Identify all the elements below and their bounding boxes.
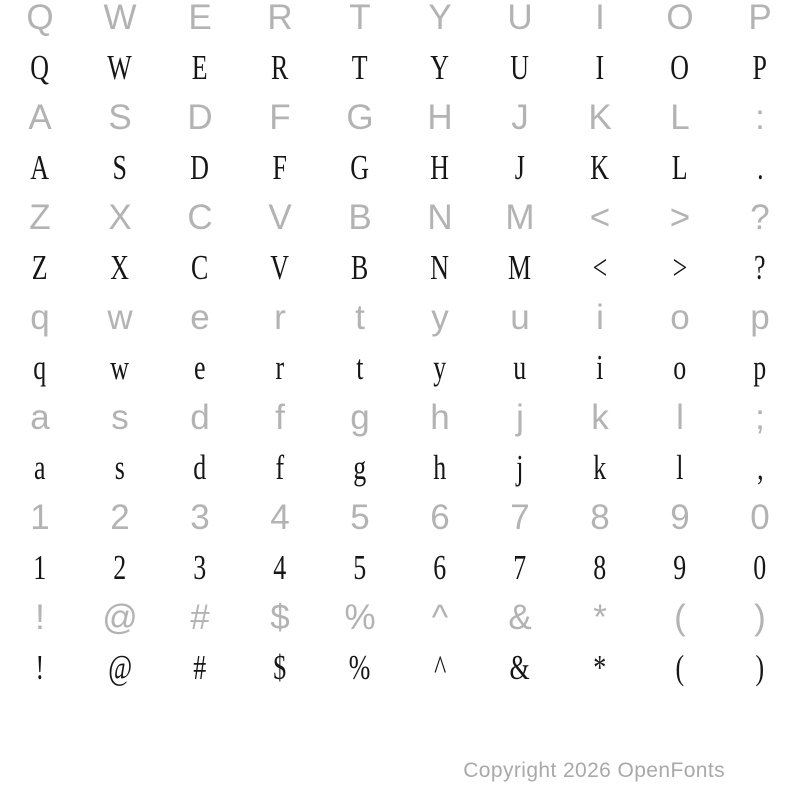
- glyph-cell: [400, 243, 480, 293]
- glyph: Z: [32, 248, 48, 287]
- glyph-cell: [80, 293, 160, 343]
- glyph-cell: [640, 143, 720, 193]
- glyph-cell: [720, 443, 800, 493]
- glyph: E: [188, 0, 212, 37]
- glyph-cell: [160, 593, 240, 643]
- glyph: M: [508, 248, 532, 287]
- glyph-cell: [480, 443, 560, 493]
- glyph: @: [108, 648, 132, 687]
- glyph-cell: [240, 193, 320, 243]
- glyph: ?: [754, 248, 766, 287]
- glyph: *: [593, 598, 607, 637]
- glyph: U: [510, 48, 530, 87]
- glyph: 0: [753, 548, 767, 587]
- glyph: f: [275, 448, 285, 487]
- glyph-cell: [160, 193, 240, 243]
- glyph: s: [114, 448, 126, 487]
- glyph-cell: [560, 643, 640, 693]
- glyph-cell: [0, 543, 80, 593]
- glyph: 9: [673, 548, 687, 587]
- glyph-cell: [560, 43, 640, 93]
- glyph: 8: [593, 548, 607, 587]
- glyph: ;: [755, 398, 765, 437]
- glyph-cell: [240, 493, 320, 543]
- glyph-cell: [480, 293, 560, 343]
- glyph: 2: [110, 498, 130, 537]
- glyph: $: [270, 598, 290, 637]
- glyph: a: [34, 448, 46, 487]
- glyph: I: [595, 48, 605, 87]
- glyph: k: [591, 398, 609, 437]
- glyph: K: [588, 98, 612, 137]
- glyph: w: [110, 348, 130, 387]
- glyph-cell: [80, 343, 160, 393]
- glyph: %: [349, 648, 371, 687]
- glyph: o: [673, 348, 687, 387]
- glyph: l: [676, 448, 684, 487]
- glyph-cell: [320, 293, 400, 343]
- glyph: A: [30, 148, 50, 187]
- glyph-cell: [480, 643, 560, 693]
- glyph-cell: [320, 393, 400, 443]
- glyph: h: [430, 398, 450, 437]
- glyph-cell: [480, 593, 560, 643]
- glyph: q: [33, 348, 47, 387]
- glyph-cell: [480, 0, 560, 43]
- glyph-cell: [240, 593, 320, 643]
- glyph-cell: [640, 193, 720, 243]
- glyph: i: [596, 348, 604, 387]
- glyph: R: [267, 0, 293, 37]
- glyph: o: [670, 298, 690, 337]
- glyph-cell: [560, 393, 640, 443]
- glyph-cell: [400, 293, 480, 343]
- glyph-cell: [160, 243, 240, 293]
- glyph-cell: [240, 543, 320, 593]
- glyph-row-reference: [0, 593, 800, 643]
- glyph: l: [676, 398, 684, 437]
- glyph-cell: [0, 493, 80, 543]
- glyph-cell: [720, 393, 800, 443]
- glyph: >: [672, 248, 688, 287]
- glyph: u: [513, 348, 527, 387]
- glyph-cell: [400, 193, 480, 243]
- glyph: H: [430, 148, 450, 187]
- glyph-cell: [720, 93, 800, 143]
- glyph: #: [193, 648, 207, 687]
- glyph-cell: [400, 43, 480, 93]
- glyph: J: [511, 98, 529, 137]
- glyph: 5: [353, 548, 367, 587]
- glyph-cell: [160, 143, 240, 193]
- glyph: u: [510, 298, 530, 337]
- glyph-cell: [400, 493, 480, 543]
- glyph-cell: [320, 443, 400, 493]
- glyph-cell: [720, 243, 800, 293]
- glyph: *: [593, 648, 607, 687]
- glyph: a: [30, 398, 50, 437]
- glyph-cell: [0, 43, 80, 93]
- glyph-cell: [0, 393, 80, 443]
- glyph: s: [111, 398, 129, 437]
- glyph-cell: [160, 643, 240, 693]
- glyph-cell: [320, 93, 400, 143]
- glyph-cell: [240, 643, 320, 693]
- glyph-cell: [560, 93, 640, 143]
- glyph: ,: [756, 448, 764, 487]
- glyph: >: [669, 198, 691, 237]
- glyph: 7: [510, 498, 530, 537]
- glyph-row-reference: [0, 393, 800, 443]
- glyph: Q: [26, 0, 54, 37]
- glyph-cell: [320, 543, 400, 593]
- glyph-row-preview: [0, 443, 800, 493]
- glyph-cell: [80, 143, 160, 193]
- glyph: <: [592, 248, 608, 287]
- glyph: W: [103, 0, 137, 37]
- glyph: &: [508, 598, 532, 637]
- glyph: 2: [113, 548, 127, 587]
- glyph: 1: [33, 548, 47, 587]
- glyph: X: [108, 198, 132, 237]
- glyph-row-reference: [0, 493, 800, 543]
- glyph-cell: [240, 443, 320, 493]
- glyph-cell: [240, 43, 320, 93]
- glyph-cell: [480, 543, 560, 593]
- glyph-cell: [0, 593, 80, 643]
- glyph: i: [596, 298, 604, 337]
- glyph-cell: [0, 293, 80, 343]
- glyph-cell: [640, 543, 720, 593]
- glyph: 6: [430, 498, 450, 537]
- glyph: G: [346, 98, 374, 137]
- glyph-cell: [640, 293, 720, 343]
- glyph: V: [268, 198, 292, 237]
- glyph: 6: [433, 548, 447, 587]
- glyph-cell: [160, 543, 240, 593]
- glyph-cell: [400, 643, 480, 693]
- glyph: N: [430, 248, 450, 287]
- glyph: Y: [428, 0, 452, 37]
- glyph: k: [593, 448, 607, 487]
- glyph: W: [107, 48, 133, 87]
- glyph-row-preview: [0, 343, 800, 393]
- glyph-cell: [400, 343, 480, 393]
- glyph: p: [750, 298, 770, 337]
- glyph-cell: [320, 493, 400, 543]
- glyph-row-preview: [0, 243, 800, 293]
- glyph-cell: [560, 493, 640, 543]
- glyph-cell: [480, 193, 560, 243]
- glyph-cell: [320, 143, 400, 193]
- glyph: Z: [29, 198, 51, 237]
- glyph-row-preview: [0, 643, 800, 693]
- glyph-cell: [80, 243, 160, 293]
- glyph: L: [670, 98, 690, 137]
- glyph-cell: [160, 0, 240, 43]
- glyph: S: [112, 148, 128, 187]
- glyph: O: [670, 48, 690, 87]
- glyph-cell: [400, 393, 480, 443]
- glyph: p: [753, 348, 767, 387]
- glyph-cell: [0, 193, 80, 243]
- glyph-cell: [240, 93, 320, 143]
- glyph: K: [590, 148, 610, 187]
- glyph-cell: [320, 343, 400, 393]
- glyph-cell: [0, 0, 80, 43]
- glyph: 5: [350, 498, 370, 537]
- glyph: T: [349, 0, 371, 37]
- glyph-cell: [0, 443, 80, 493]
- glyph: J: [514, 148, 526, 187]
- glyph: D: [187, 98, 213, 137]
- glyph: g: [353, 448, 367, 487]
- glyph: e: [194, 348, 206, 387]
- glyph: r: [274, 298, 286, 337]
- glyph-cell: [560, 343, 640, 393]
- glyph-row-reference: [0, 193, 800, 243]
- glyph-cell: [560, 143, 640, 193]
- glyph: q: [30, 298, 50, 337]
- glyph-cell: [720, 343, 800, 393]
- glyph: Y: [430, 48, 450, 87]
- glyph-row-preview: [0, 543, 800, 593]
- glyph-cell: [720, 43, 800, 93]
- glyph-cell: [160, 393, 240, 443]
- glyph: r: [275, 348, 285, 387]
- glyph: 7: [513, 548, 527, 587]
- glyph-cell: [160, 43, 240, 93]
- glyph: (: [674, 598, 686, 637]
- glyph: y: [431, 298, 449, 337]
- glyph: .: [756, 148, 764, 187]
- glyph: d: [190, 398, 210, 437]
- glyph-cell: [80, 443, 160, 493]
- glyph-cell: [80, 543, 160, 593]
- glyph: B: [348, 198, 372, 237]
- glyph: h: [433, 448, 447, 487]
- glyph: X: [110, 248, 130, 287]
- glyph-cell: [400, 93, 480, 143]
- glyph-cell: [640, 443, 720, 493]
- glyph: ?: [750, 198, 770, 237]
- glyph-cell: [560, 443, 640, 493]
- glyph: <: [589, 198, 611, 237]
- glyph: P: [748, 0, 772, 37]
- glyph-cell: [400, 543, 480, 593]
- glyph-row-reference: [0, 293, 800, 343]
- glyph: t: [356, 348, 364, 387]
- glyph-cell: [560, 593, 640, 643]
- glyph-cell: [80, 193, 160, 243]
- glyph-cell: [480, 243, 560, 293]
- glyph-cell: [480, 343, 560, 393]
- glyph: &: [509, 648, 531, 687]
- glyph: Q: [30, 48, 50, 87]
- glyph-cell: [320, 0, 400, 43]
- glyph-cell: [240, 143, 320, 193]
- glyph: 0: [750, 498, 770, 537]
- glyph-cell: [400, 143, 480, 193]
- glyph-cell: [560, 243, 640, 293]
- glyph-cell: [80, 643, 160, 693]
- glyph: d: [193, 448, 207, 487]
- glyph-cell: [720, 143, 800, 193]
- glyph-cell: [240, 0, 320, 43]
- glyph-cell: [320, 593, 400, 643]
- glyph-cell: [320, 43, 400, 93]
- glyph-cell: [560, 193, 640, 243]
- glyph-cell: [640, 43, 720, 93]
- glyph: V: [270, 248, 290, 287]
- glyph: !: [35, 648, 45, 687]
- glyph-cell: [720, 293, 800, 343]
- glyph: j: [516, 448, 524, 487]
- glyph: I: [595, 0, 605, 37]
- glyph-cell: [240, 293, 320, 343]
- glyph: H: [427, 98, 453, 137]
- glyph-cell: [320, 193, 400, 243]
- glyph-cell: [640, 0, 720, 43]
- glyph: ): [754, 598, 766, 637]
- glyph: f: [275, 398, 285, 437]
- glyph-row-reference: [0, 93, 800, 143]
- glyph-cell: [400, 593, 480, 643]
- glyph-row-reference: [0, 0, 800, 43]
- glyph-cell: [320, 643, 400, 693]
- glyph: t: [355, 298, 365, 337]
- glyph-cell: [160, 293, 240, 343]
- glyph: j: [516, 398, 524, 437]
- glyph-row-preview: [0, 43, 800, 93]
- glyph: ^: [433, 648, 447, 687]
- glyph-cell: [560, 293, 640, 343]
- glyph-cell: [240, 243, 320, 293]
- glyph-cell: [160, 443, 240, 493]
- glyph: M: [505, 198, 535, 237]
- glyph-cell: [0, 143, 80, 193]
- glyph: 1: [30, 498, 50, 537]
- glyph-cell: [160, 93, 240, 143]
- glyph-cell: [80, 493, 160, 543]
- glyph: P: [752, 48, 768, 87]
- glyph-cell: [0, 243, 80, 293]
- glyph: F: [272, 148, 288, 187]
- glyph-cell: [480, 393, 560, 443]
- glyph-cell: [480, 143, 560, 193]
- glyph: D: [190, 148, 210, 187]
- glyph: 9: [670, 498, 690, 537]
- glyph-cell: [640, 493, 720, 543]
- glyph-cell: [720, 0, 800, 43]
- glyph-cell: [560, 0, 640, 43]
- glyph-cell: [400, 0, 480, 43]
- copyright-text: Copyright 2026 OpenFonts: [463, 759, 725, 782]
- glyph-cell: [720, 193, 800, 243]
- glyph: !: [35, 598, 45, 637]
- glyph-cell: [720, 493, 800, 543]
- glyph-cell: [320, 243, 400, 293]
- glyph-cell: [640, 643, 720, 693]
- glyph-cell: [0, 343, 80, 393]
- glyph-cell: [240, 393, 320, 443]
- glyph-cell: [240, 343, 320, 393]
- glyph: 4: [273, 548, 287, 587]
- glyph: E: [192, 48, 208, 87]
- glyph: 8: [590, 498, 610, 537]
- glyph-cell: [80, 393, 160, 443]
- glyph: #: [190, 598, 210, 637]
- glyph: ): [755, 648, 765, 687]
- glyph-cell: [400, 443, 480, 493]
- glyph: S: [108, 98, 132, 137]
- glyph-cell: [0, 93, 80, 143]
- glyph-cell: [80, 593, 160, 643]
- glyph: O: [666, 0, 694, 37]
- glyph: G: [350, 148, 370, 187]
- glyph: C: [191, 248, 209, 287]
- glyph: F: [269, 98, 291, 137]
- glyph-cell: [640, 393, 720, 443]
- glyph: 3: [193, 548, 207, 587]
- glyph-cell: [160, 493, 240, 543]
- glyph: g: [350, 398, 370, 437]
- glyph: L: [672, 148, 688, 187]
- glyph: A: [28, 98, 52, 137]
- glyph-row-preview: [0, 143, 800, 193]
- glyph-cell: [640, 343, 720, 393]
- glyph: e: [190, 298, 210, 337]
- glyph-cell: [720, 643, 800, 693]
- glyph: R: [271, 48, 289, 87]
- glyph-cell: [560, 543, 640, 593]
- glyph: 3: [190, 498, 210, 537]
- glyph: w: [107, 298, 133, 337]
- glyph-cell: [720, 543, 800, 593]
- glyph: y: [433, 348, 447, 387]
- glyph-cell: [720, 593, 800, 643]
- glyph-cell: [0, 643, 80, 693]
- glyph-cell: [160, 343, 240, 393]
- glyph: %: [344, 598, 376, 637]
- glyph-cell: [640, 593, 720, 643]
- glyph: B: [351, 248, 369, 287]
- glyph: N: [427, 198, 453, 237]
- glyph-cell: [80, 43, 160, 93]
- glyph-cell: [480, 93, 560, 143]
- glyph-cell: [80, 93, 160, 143]
- glyph-cell: [640, 93, 720, 143]
- glyph: $: [273, 648, 287, 687]
- glyph: 4: [270, 498, 290, 537]
- glyph: ^: [431, 598, 449, 637]
- glyph: :: [755, 98, 765, 137]
- glyph: (: [675, 648, 685, 687]
- glyph: T: [352, 48, 368, 87]
- glyph-cell: [480, 43, 560, 93]
- glyph-cell: [480, 493, 560, 543]
- glyph: U: [507, 0, 533, 37]
- glyph-cell: [640, 243, 720, 293]
- glyph: @: [102, 598, 138, 637]
- glyph-cell: [80, 0, 160, 43]
- glyph: C: [187, 198, 213, 237]
